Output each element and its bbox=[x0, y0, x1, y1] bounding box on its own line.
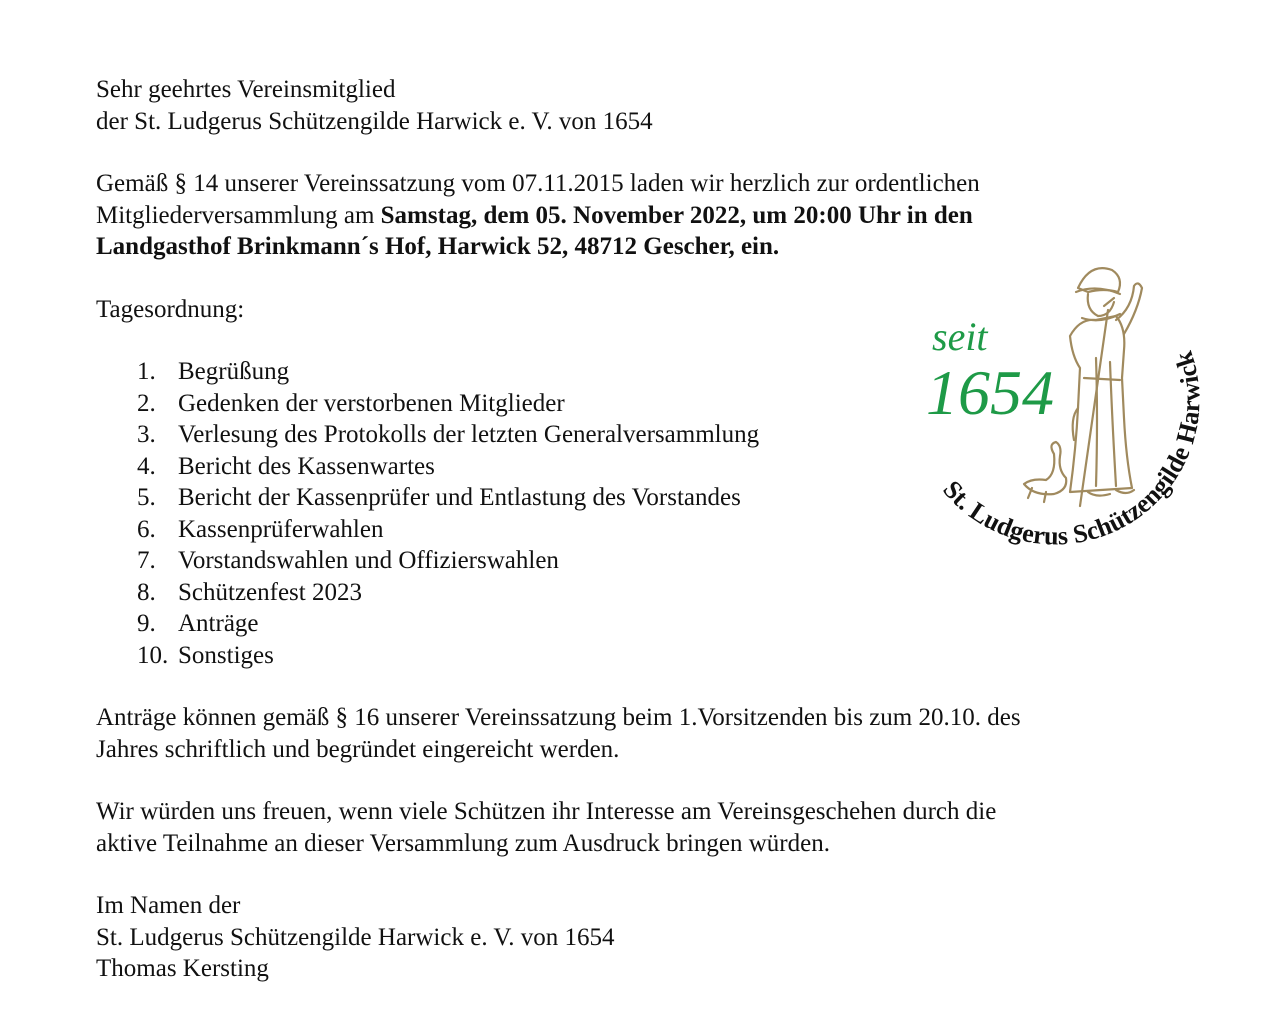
logo-seit-text: seit bbox=[932, 314, 988, 359]
agenda-item-number: 5. bbox=[137, 484, 156, 511]
agenda-item-number: 9. bbox=[137, 610, 156, 637]
agenda-item-number: 4. bbox=[137, 452, 156, 480]
motions-line-2: Jahres schriftlich und begründet eingereicht werden. bbox=[96, 735, 620, 763]
invitation-intro: Gemäß § 14 unserer Vereinssatzung vom 07.11.2015 laden wir herzlich zur ordentlichen Mitgliederversammlung am bbox=[96, 170, 980, 229]
agenda-item-text: Schützenfest 2023 bbox=[178, 578, 362, 606]
agenda-item-text: Anträge bbox=[178, 610, 259, 637]
agenda-item-number: 8. bbox=[137, 578, 156, 606]
agenda-item-text: Vorstandswahlen und Offizierswahlen bbox=[178, 547, 559, 574]
agenda-item-number: 2. bbox=[137, 389, 156, 417]
agenda-item-text: Bericht des Kassenwartes bbox=[178, 452, 435, 480]
invitation-date-location: Samstag, dem 05. November 2022, um 20:00 Uhr in den Landgasthof Brinkmann´s Hof, Harwick 52, 48712 Gescher, ein. bbox=[96, 201, 973, 260]
agenda-item-text: Begrüßung bbox=[178, 358, 290, 385]
salutation-line-1: Sehr geehrtes Vereinsmitglied bbox=[96, 76, 396, 103]
signature-name: Thomas Kersting bbox=[96, 955, 269, 982]
agenda-heading: Tagesordnung: bbox=[96, 295, 245, 323]
closing-line-1: Wir würden uns freuen, wenn viele Schützen ihr Interesse am Vereinsgeschehen durch die bbox=[96, 798, 997, 825]
agenda-item-number: 1. bbox=[137, 358, 156, 385]
agenda-item-text: Bericht der Kassenprüfer und Entlastung des Vorstandes bbox=[178, 484, 741, 511]
agenda-item-number: 7. bbox=[137, 547, 156, 574]
logo-arc-textpath: St. Ludgerus Schützengilde Harwick bbox=[937, 348, 1206, 551]
signature-line-1: Im Namen der bbox=[96, 892, 241, 919]
agenda-item-number: 6. bbox=[137, 515, 156, 543]
logo-year-text: 1654 bbox=[926, 357, 1054, 428]
agenda-item-number: 3. bbox=[137, 421, 156, 448]
agenda-item-text: Kassenprüferwahlen bbox=[178, 515, 384, 543]
agenda-item-text: Verlesung des Protokolls der letzten Generalversammlung bbox=[178, 421, 760, 448]
agenda-item bbox=[96, 577, 1176, 609]
agenda-item-text: Gedenken der verstorbenen Mitglieder bbox=[178, 389, 565, 417]
salutation-line-2: der St. Ludgerus Schützengilde Harwick e. V. von 1654 bbox=[96, 107, 653, 135]
club-logo-graphic bbox=[920, 258, 1220, 558]
signature-line-2: St. Ludgerus Schützengilde Harwick e. V. von 1654 bbox=[96, 923, 615, 951]
club-logo bbox=[920, 258, 1220, 558]
agenda-item-number: 10. bbox=[137, 641, 169, 669]
invitation-paragraph bbox=[96, 168, 1086, 263]
agenda-item bbox=[96, 608, 1176, 640]
agenda-item bbox=[96, 640, 1176, 672]
agenda-item-text: Sonstiges bbox=[178, 641, 274, 669]
closing-line-2: aktive Teilnahme an dieser Versammlung zum Ausdruck bringen würden. bbox=[96, 829, 830, 857]
motions-line-1: Anträge können gemäß § 16 unserer Vereinssatzung beim 1.Vorsitzenden bis zum 20.10. des bbox=[96, 704, 1021, 731]
